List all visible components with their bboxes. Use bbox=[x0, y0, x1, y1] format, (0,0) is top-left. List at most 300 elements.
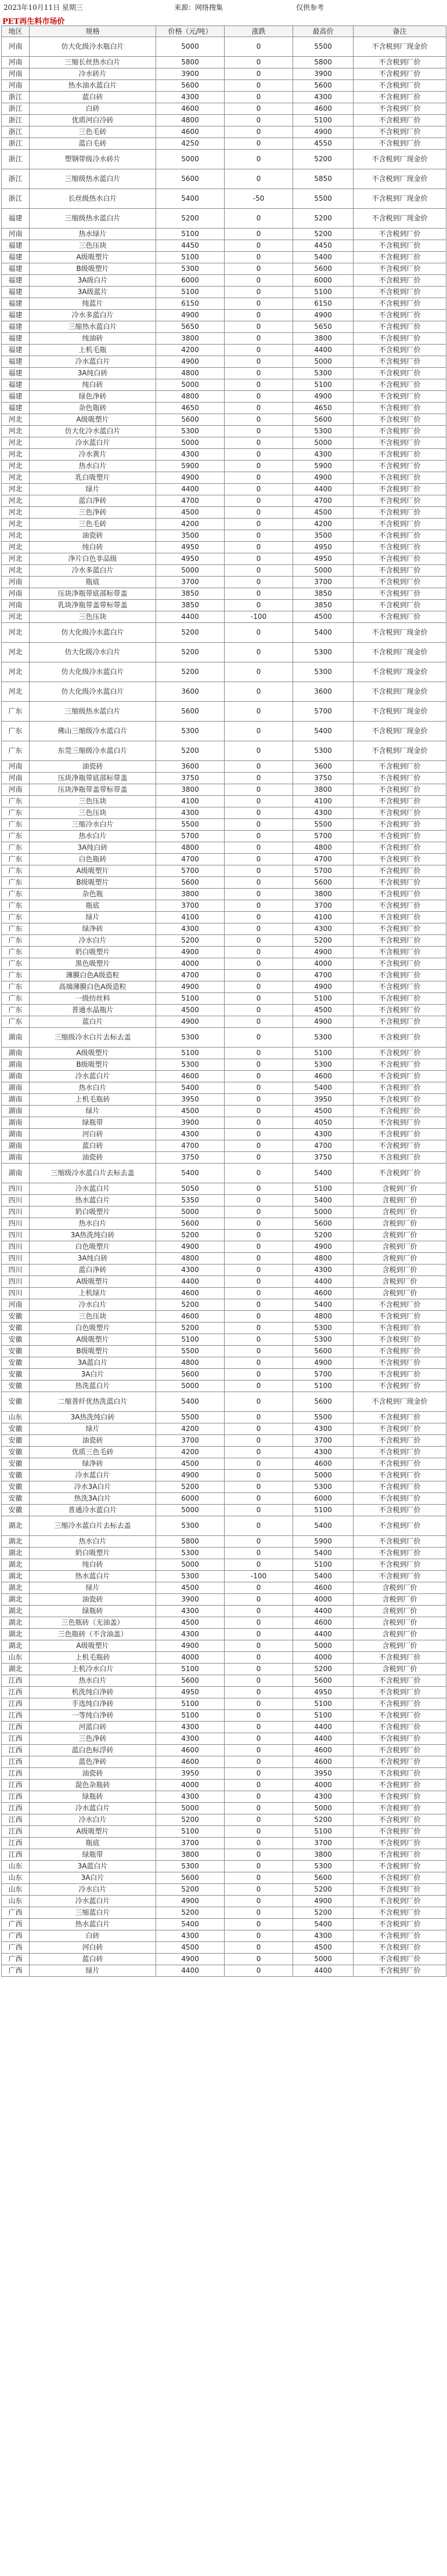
high-price-cell: 3600 bbox=[293, 761, 354, 773]
high-price-cell: 3950 bbox=[293, 1768, 354, 1780]
price-cell: 3850 bbox=[156, 600, 225, 611]
price-cell: 4600 bbox=[156, 126, 225, 138]
price-cell: 5700 bbox=[156, 865, 225, 877]
change-cell: 0 bbox=[225, 553, 293, 565]
change-cell: 0 bbox=[225, 150, 293, 169]
region-cell: 河北 bbox=[2, 449, 30, 461]
spec-cell: 热水白片 bbox=[30, 1536, 156, 1548]
high-price-cell: 4900 bbox=[293, 472, 354, 484]
spec-cell: 手选纯白净砖 bbox=[30, 1698, 156, 1710]
table-row bbox=[2, 1357, 446, 1369]
remark-cell: 不含税到厂现金价 bbox=[354, 209, 446, 229]
remark-cell: 不含税到厂现金价 bbox=[354, 741, 446, 761]
high-price-cell: 5400 bbox=[293, 1164, 354, 1183]
price-cell: 5500 bbox=[156, 819, 225, 831]
region-cell: 广东 bbox=[2, 722, 30, 741]
change-cell: 0 bbox=[225, 577, 293, 588]
table-row bbox=[2, 391, 446, 403]
region-cell: 四川 bbox=[2, 1195, 30, 1207]
high-price-cell: 4000 bbox=[293, 1652, 354, 1664]
change-cell: 0 bbox=[225, 912, 293, 923]
high-price-cell: 5100 bbox=[293, 1826, 354, 1838]
report-source: 来源：网络搜集 bbox=[174, 3, 224, 12]
table-row bbox=[2, 1791, 446, 1803]
price-cell: 5200 bbox=[156, 1907, 225, 1919]
high-price-cell: 4000 bbox=[293, 1594, 354, 1606]
table-row bbox=[2, 761, 446, 773]
spec-cell: 白色瓶砖 bbox=[30, 854, 156, 865]
spec-cell: 热洗蓝白片 bbox=[30, 1381, 156, 1392]
high-price-cell: 5000 bbox=[293, 1954, 354, 1965]
remark-cell: 含税到厂价 bbox=[354, 1218, 446, 1230]
spec-cell: 冷水白片 bbox=[30, 1299, 156, 1311]
spec-cell: 三缩长丝热水白片 bbox=[30, 57, 156, 68]
remark-cell: 不含税到厂价 bbox=[354, 356, 446, 368]
change-cell: 0 bbox=[225, 1582, 293, 1594]
spec-cell: 蓝色净砖 bbox=[30, 1756, 156, 1768]
high-price-cell: 4300 bbox=[293, 1930, 354, 1942]
change-cell: 0 bbox=[225, 643, 293, 662]
table-row bbox=[2, 1559, 446, 1571]
table-row bbox=[2, 252, 446, 263]
remark-cell: 不含税到厂价 bbox=[354, 854, 446, 865]
high-price-cell: 4600 bbox=[293, 103, 354, 115]
high-price-cell: 4800 bbox=[293, 842, 354, 854]
change-cell: 0 bbox=[225, 345, 293, 356]
change-cell: 0 bbox=[225, 209, 293, 229]
region-cell: 江西 bbox=[2, 1722, 30, 1733]
price-cell: 5300 bbox=[156, 1028, 225, 1048]
remark-cell: 不含税到厂价 bbox=[354, 57, 446, 68]
price-cell: 4600 bbox=[156, 1071, 225, 1082]
remark-cell: 不含税到厂价 bbox=[354, 333, 446, 345]
price-cell: 4300 bbox=[156, 92, 225, 103]
high-price-cell: 3800 bbox=[293, 889, 354, 900]
spec-cell: 油瓷砖 bbox=[30, 1152, 156, 1164]
remark-cell: 不含税到厂价 bbox=[354, 1117, 446, 1129]
remark-cell: 不含税到厂价 bbox=[354, 103, 446, 115]
high-price-cell: 4900 bbox=[293, 1016, 354, 1028]
table-row bbox=[2, 970, 446, 981]
high-price-cell: 4600 bbox=[293, 1071, 354, 1082]
spec-cell: 白色吸塑片 bbox=[30, 1241, 156, 1253]
spec-cell: 上机毛瓶 bbox=[30, 345, 156, 356]
region-cell: 广东 bbox=[2, 889, 30, 900]
remark-cell: 不含税到厂价 bbox=[354, 1505, 446, 1516]
change-cell: 0 bbox=[225, 588, 293, 600]
remark-cell: 不含税到厂价 bbox=[354, 1710, 446, 1722]
price-cell: 5100 bbox=[156, 1664, 225, 1675]
table-row bbox=[2, 368, 446, 379]
spec-cell: 3A白片 bbox=[30, 1369, 156, 1381]
table-row bbox=[2, 80, 446, 92]
table-row bbox=[2, 1826, 446, 1838]
change-cell: 0 bbox=[225, 1381, 293, 1392]
table-row bbox=[2, 1861, 446, 1872]
price-cell: 4900 bbox=[156, 1470, 225, 1481]
spec-cell: 三缩冷水白片 bbox=[30, 819, 156, 831]
price-cell: 4800 bbox=[156, 368, 225, 379]
spec-cell: 热洗3A白片 bbox=[30, 1493, 156, 1505]
price-cell: 4300 bbox=[156, 1265, 225, 1276]
region-cell: 河南 bbox=[2, 600, 30, 611]
high-price-cell: 5600 bbox=[293, 1346, 354, 1357]
change-cell: 0 bbox=[225, 530, 293, 542]
high-price-cell: 3500 bbox=[293, 530, 354, 542]
price-cell: 5300 bbox=[156, 1861, 225, 1872]
region-cell: 福建 bbox=[2, 333, 30, 345]
remark-cell: 不含税到厂现金价 bbox=[354, 37, 446, 57]
price-cell: 5000 bbox=[156, 37, 225, 57]
region-cell: 山东 bbox=[2, 1412, 30, 1423]
change-cell: 0 bbox=[225, 1548, 293, 1559]
remark-cell: 不含税到厂价 bbox=[354, 1698, 446, 1710]
remark-cell: 不含税到厂价 bbox=[354, 1687, 446, 1698]
high-price-cell: 5000 bbox=[293, 1470, 354, 1481]
table-row bbox=[2, 947, 446, 958]
remark-cell: 不含税到厂价 bbox=[354, 507, 446, 519]
change-cell: 0 bbox=[225, 1838, 293, 1849]
spec-cell: 三缩冷水蓝白片去标去盖 bbox=[30, 1516, 156, 1536]
change-cell: 0 bbox=[225, 1435, 293, 1447]
change-cell: 0 bbox=[225, 993, 293, 1005]
change-cell: 0 bbox=[225, 287, 293, 298]
price-cell: 5100 bbox=[156, 1334, 225, 1346]
high-price-cell: 4400 bbox=[293, 1606, 354, 1617]
remark-cell: 不含税到厂价 bbox=[354, 565, 446, 577]
spec-cell: 一级纺丝料 bbox=[30, 993, 156, 1005]
high-price-cell: 4300 bbox=[293, 1129, 354, 1140]
spec-cell: 绿净砖 bbox=[30, 923, 156, 935]
remark-cell: 不含税到厂价 bbox=[354, 252, 446, 263]
high-price-cell: 5100 bbox=[293, 1559, 354, 1571]
high-price-cell: 3800 bbox=[293, 1849, 354, 1861]
remark-cell: 不含税到厂价 bbox=[354, 1048, 446, 1059]
change-cell: 0 bbox=[225, 356, 293, 368]
change-cell: 0 bbox=[225, 169, 293, 189]
spec-cell: 冷水白片 bbox=[30, 1814, 156, 1826]
table-body bbox=[2, 37, 446, 1977]
remark-cell: 不含税到厂价 bbox=[354, 1571, 446, 1582]
change-cell: 0 bbox=[225, 1094, 293, 1106]
spec-cell: 一等纯白净砖 bbox=[30, 1710, 156, 1722]
table-row bbox=[2, 321, 446, 333]
high-price-cell: 5200 bbox=[293, 1814, 354, 1826]
remark-cell: 不含税到厂价 bbox=[354, 807, 446, 819]
high-price-cell: 5400 bbox=[293, 722, 354, 741]
remark-cell: 不含税到厂价 bbox=[354, 542, 446, 553]
high-price-cell: 4300 bbox=[293, 1423, 354, 1435]
remark-cell: 不含税到厂价 bbox=[354, 426, 446, 437]
high-price-cell: 4300 bbox=[293, 92, 354, 103]
high-price-cell: 4900 bbox=[293, 126, 354, 138]
region-cell: 河南 bbox=[2, 577, 30, 588]
change-cell: 0 bbox=[225, 1919, 293, 1930]
change-cell: 0 bbox=[225, 103, 293, 115]
table-row bbox=[2, 1814, 446, 1826]
spec-cell: 热水白片 bbox=[30, 831, 156, 842]
spec-cell: 三色毛砖 bbox=[30, 519, 156, 530]
price-cell: 4200 bbox=[156, 519, 225, 530]
high-price-cell: 5100 bbox=[293, 1183, 354, 1195]
table-row bbox=[2, 1253, 446, 1265]
change-cell: 0 bbox=[225, 1028, 293, 1048]
change-cell: 0 bbox=[225, 495, 293, 507]
remark-cell: 不含税到厂价 bbox=[354, 530, 446, 542]
change-cell: 0 bbox=[225, 1082, 293, 1094]
price-cell: 5000 bbox=[156, 1381, 225, 1392]
price-cell: 5200 bbox=[156, 1884, 225, 1896]
region-cell: 江西 bbox=[2, 1826, 30, 1838]
price-cell: 4650 bbox=[156, 403, 225, 414]
high-price-cell: 4000 bbox=[293, 1780, 354, 1791]
change-cell: 0 bbox=[225, 1594, 293, 1606]
high-price-cell: 5200 bbox=[293, 1664, 354, 1675]
price-cell: 5600 bbox=[156, 1369, 225, 1381]
price-cell: 5300 bbox=[156, 426, 225, 437]
region-cell: 福建 bbox=[2, 368, 30, 379]
price-cell: 5000 bbox=[156, 565, 225, 577]
change-cell: 0 bbox=[225, 1230, 293, 1241]
change-cell: 0 bbox=[225, 923, 293, 935]
spec-cell: 热水蓝白片 bbox=[30, 1919, 156, 1930]
region-cell: 河北 bbox=[2, 472, 30, 484]
region-cell: 山东 bbox=[2, 1652, 30, 1664]
high-price-cell: 3700 bbox=[293, 1435, 354, 1447]
price-cell: 4500 bbox=[156, 1005, 225, 1016]
spec-cell: 绿片 bbox=[30, 484, 156, 495]
remark-cell: 不含税到厂现金价 bbox=[354, 643, 446, 662]
price-cell: 5400 bbox=[156, 1082, 225, 1094]
high-price-cell: 4400 bbox=[293, 1965, 354, 1977]
price-cell: 5100 bbox=[156, 993, 225, 1005]
price-cell: 3800 bbox=[156, 889, 225, 900]
price-cell: 4400 bbox=[156, 1276, 225, 1288]
change-cell: 0 bbox=[225, 1392, 293, 1412]
table-row bbox=[2, 623, 446, 643]
spec-cell: 纯白砖 bbox=[30, 542, 156, 553]
spec-cell: 3A级蓝片 bbox=[30, 287, 156, 298]
region-cell: 安徽 bbox=[2, 1323, 30, 1334]
change-cell: 0 bbox=[225, 1733, 293, 1745]
price-cell: 3700 bbox=[156, 1838, 225, 1849]
remark-cell: 不含税到厂价 bbox=[354, 80, 446, 92]
remark-cell: 不含税到厂价 bbox=[354, 819, 446, 831]
price-cell: 5300 bbox=[156, 722, 225, 741]
region-cell: 福建 bbox=[2, 403, 30, 414]
remark-cell: 不含税到厂价 bbox=[354, 1780, 446, 1791]
remark-cell: 不含税到厂价 bbox=[354, 1458, 446, 1470]
price-cell: 5100 bbox=[156, 229, 225, 240]
region-cell: 江西 bbox=[2, 1745, 30, 1756]
region-cell: 福建 bbox=[2, 391, 30, 403]
remark-cell: 不含税到厂价 bbox=[354, 1152, 446, 1164]
region-cell: 广东 bbox=[2, 877, 30, 889]
spec-cell: 热水白片 bbox=[30, 1082, 156, 1094]
spec-cell: 冷水蓝白片 bbox=[30, 1071, 156, 1082]
table-row bbox=[2, 1710, 446, 1722]
spec-cell: 乳白吸塑片 bbox=[30, 472, 156, 484]
spec-cell: 冷水蓝白片 bbox=[30, 1183, 156, 1195]
remark-cell: 不含税到厂价 bbox=[354, 321, 446, 333]
price-cell: 4800 bbox=[156, 115, 225, 126]
region-cell: 安徽 bbox=[2, 1470, 30, 1481]
remark-cell: 不含税到厂价 bbox=[354, 1849, 446, 1861]
high-price-cell: 3850 bbox=[293, 600, 354, 611]
high-price-cell: 3950 bbox=[293, 1094, 354, 1106]
table-row bbox=[2, 1288, 446, 1299]
region-cell: 湖北 bbox=[2, 1559, 30, 1571]
region-cell: 河北 bbox=[2, 611, 30, 623]
change-cell: 0 bbox=[225, 1536, 293, 1548]
price-cell: 4900 bbox=[156, 472, 225, 484]
high-price-cell: 5200 bbox=[293, 150, 354, 169]
remark-cell: 不含税到厂价 bbox=[354, 831, 446, 842]
price-cell: 4900 bbox=[156, 1896, 225, 1907]
region-cell: 广西 bbox=[2, 1919, 30, 1930]
table-row bbox=[2, 1412, 446, 1423]
remark-cell: 不含税到厂价 bbox=[354, 981, 446, 993]
remark-cell: 不含税到厂价 bbox=[354, 1140, 446, 1152]
report-date: 2023年10月11日 星期三 bbox=[3, 3, 83, 12]
price-cell: 5600 bbox=[156, 1675, 225, 1687]
remark-cell: 不含税到厂价 bbox=[354, 1005, 446, 1016]
remark-cell: 不含税到厂现金价 bbox=[354, 702, 446, 722]
change-cell: 0 bbox=[225, 877, 293, 889]
table-row bbox=[2, 1733, 446, 1745]
spec-cell: 油瓷砖 bbox=[30, 1594, 156, 1606]
table-row bbox=[2, 1195, 446, 1207]
price-cell: 5300 bbox=[156, 263, 225, 275]
region-cell: 河北 bbox=[2, 553, 30, 565]
spec-cell: 冷水蓝白片 bbox=[30, 1470, 156, 1481]
change-cell: 0 bbox=[225, 889, 293, 900]
change-cell: 0 bbox=[225, 1323, 293, 1334]
price-cell: 4900 bbox=[156, 981, 225, 993]
region-cell: 浙江 bbox=[2, 115, 30, 126]
remark-cell: 不含税到厂价 bbox=[354, 1412, 446, 1423]
price-cell: 4500 bbox=[156, 1942, 225, 1954]
change-cell: 0 bbox=[225, 842, 293, 854]
change-cell: 0 bbox=[225, 1942, 293, 1954]
spec-cell: 河蓝白砖 bbox=[30, 1722, 156, 1733]
table-row bbox=[2, 1164, 446, 1183]
spec-cell: 3A级白片 bbox=[30, 275, 156, 287]
spec-cell: 3A纯白砖 bbox=[30, 368, 156, 379]
remark-cell: 不含税到厂价 bbox=[354, 1334, 446, 1346]
region-cell: 山东 bbox=[2, 1861, 30, 1872]
change-cell: 0 bbox=[225, 1505, 293, 1516]
spec-cell: 绿片 bbox=[30, 1965, 156, 1977]
remark-cell: 不含税到厂价 bbox=[354, 1536, 446, 1548]
change-cell: 0 bbox=[225, 298, 293, 310]
remark-cell: 不含税到厂价 bbox=[354, 912, 446, 923]
change-cell: 0 bbox=[225, 1768, 293, 1780]
region-cell: 河北 bbox=[2, 507, 30, 519]
region-cell: 河南 bbox=[2, 773, 30, 784]
spec-cell: 优质三色毛砖 bbox=[30, 1447, 156, 1458]
price-cell: 4300 bbox=[156, 1930, 225, 1942]
high-price-cell: 5300 bbox=[293, 662, 354, 682]
price-cell: 5200 bbox=[156, 741, 225, 761]
region-cell: 广东 bbox=[2, 854, 30, 865]
region-cell: 安徽 bbox=[2, 1447, 30, 1458]
high-price-cell: 5000 bbox=[293, 565, 354, 577]
remark-cell: 不含税到厂价 bbox=[354, 379, 446, 391]
table-row bbox=[2, 1516, 446, 1536]
region-cell: 福建 bbox=[2, 321, 30, 333]
region-cell: 湖南 bbox=[2, 1082, 30, 1094]
price-cell: 4800 bbox=[156, 842, 225, 854]
price-cell: 5700 bbox=[156, 831, 225, 842]
high-price-cell: 3700 bbox=[293, 900, 354, 912]
high-price-cell: 5200 bbox=[293, 1230, 354, 1241]
price-cell: 4500 bbox=[156, 507, 225, 519]
high-price-cell: 5400 bbox=[293, 1299, 354, 1311]
remark-cell: 不含税到厂价 bbox=[354, 92, 446, 103]
price-cell: 5200 bbox=[156, 1481, 225, 1493]
spec-cell: 三色压块 bbox=[30, 240, 156, 252]
price-cell: 5500 bbox=[156, 1346, 225, 1357]
high-price-cell: 5000 bbox=[293, 437, 354, 449]
region-cell: 浙江 bbox=[2, 169, 30, 189]
spec-cell: B级吸塑片 bbox=[30, 263, 156, 275]
spec-cell: 三色毛砖 bbox=[30, 126, 156, 138]
table-row bbox=[2, 150, 446, 169]
table-row bbox=[2, 345, 446, 356]
table-row bbox=[2, 889, 446, 900]
remark-cell: 不含税到厂价 bbox=[354, 403, 446, 414]
remark-cell: 不含税到厂价 bbox=[354, 1791, 446, 1803]
high-price-cell: 4100 bbox=[293, 796, 354, 807]
remark-cell: 不含税到厂价 bbox=[354, 1423, 446, 1435]
spec-cell: 冷水3A白片 bbox=[30, 1481, 156, 1493]
change-cell: 0 bbox=[225, 472, 293, 484]
change-cell: 0 bbox=[225, 1826, 293, 1838]
section-title: PET再生料市场价 bbox=[2, 17, 65, 26]
high-price-cell: 6000 bbox=[293, 275, 354, 287]
remark-cell: 不含税到厂价 bbox=[354, 1357, 446, 1369]
remark-cell: 不含税到厂价 bbox=[354, 1838, 446, 1849]
price-cell: 5350 bbox=[156, 1195, 225, 1207]
price-cell: 4200 bbox=[156, 1447, 225, 1458]
change-cell: 0 bbox=[225, 1629, 293, 1640]
spec-cell: 薄膜白色A级造粒 bbox=[30, 970, 156, 981]
spec-cell: 三色压块 bbox=[30, 796, 156, 807]
high-price-cell: 5600 bbox=[293, 80, 354, 92]
price-cell: 5200 bbox=[156, 209, 225, 229]
high-price-cell: 5300 bbox=[293, 1334, 354, 1346]
spec-cell: 乳块净瓶带盖带标带盖 bbox=[30, 600, 156, 611]
price-cell: 4300 bbox=[156, 1606, 225, 1617]
spec-cell: 纯蓝片 bbox=[30, 298, 156, 310]
price-cell: 5100 bbox=[156, 252, 225, 263]
region-cell: 四川 bbox=[2, 1276, 30, 1288]
spec-cell: 白砖 bbox=[30, 103, 156, 115]
change-cell: 0 bbox=[225, 1722, 293, 1733]
change-cell: 0 bbox=[225, 600, 293, 611]
table-row bbox=[2, 1606, 446, 1617]
spec-cell: 蓝白砖 bbox=[30, 92, 156, 103]
table-row bbox=[2, 1896, 446, 1907]
change-cell: 0 bbox=[225, 57, 293, 68]
column-header-region: 地区 bbox=[2, 26, 30, 37]
high-price-cell: 5200 bbox=[293, 209, 354, 229]
high-price-cell: 3750 bbox=[293, 773, 354, 784]
price-cell: 5300 bbox=[156, 1059, 225, 1071]
price-cell: 5650 bbox=[156, 321, 225, 333]
change-cell: 0 bbox=[225, 1698, 293, 1710]
